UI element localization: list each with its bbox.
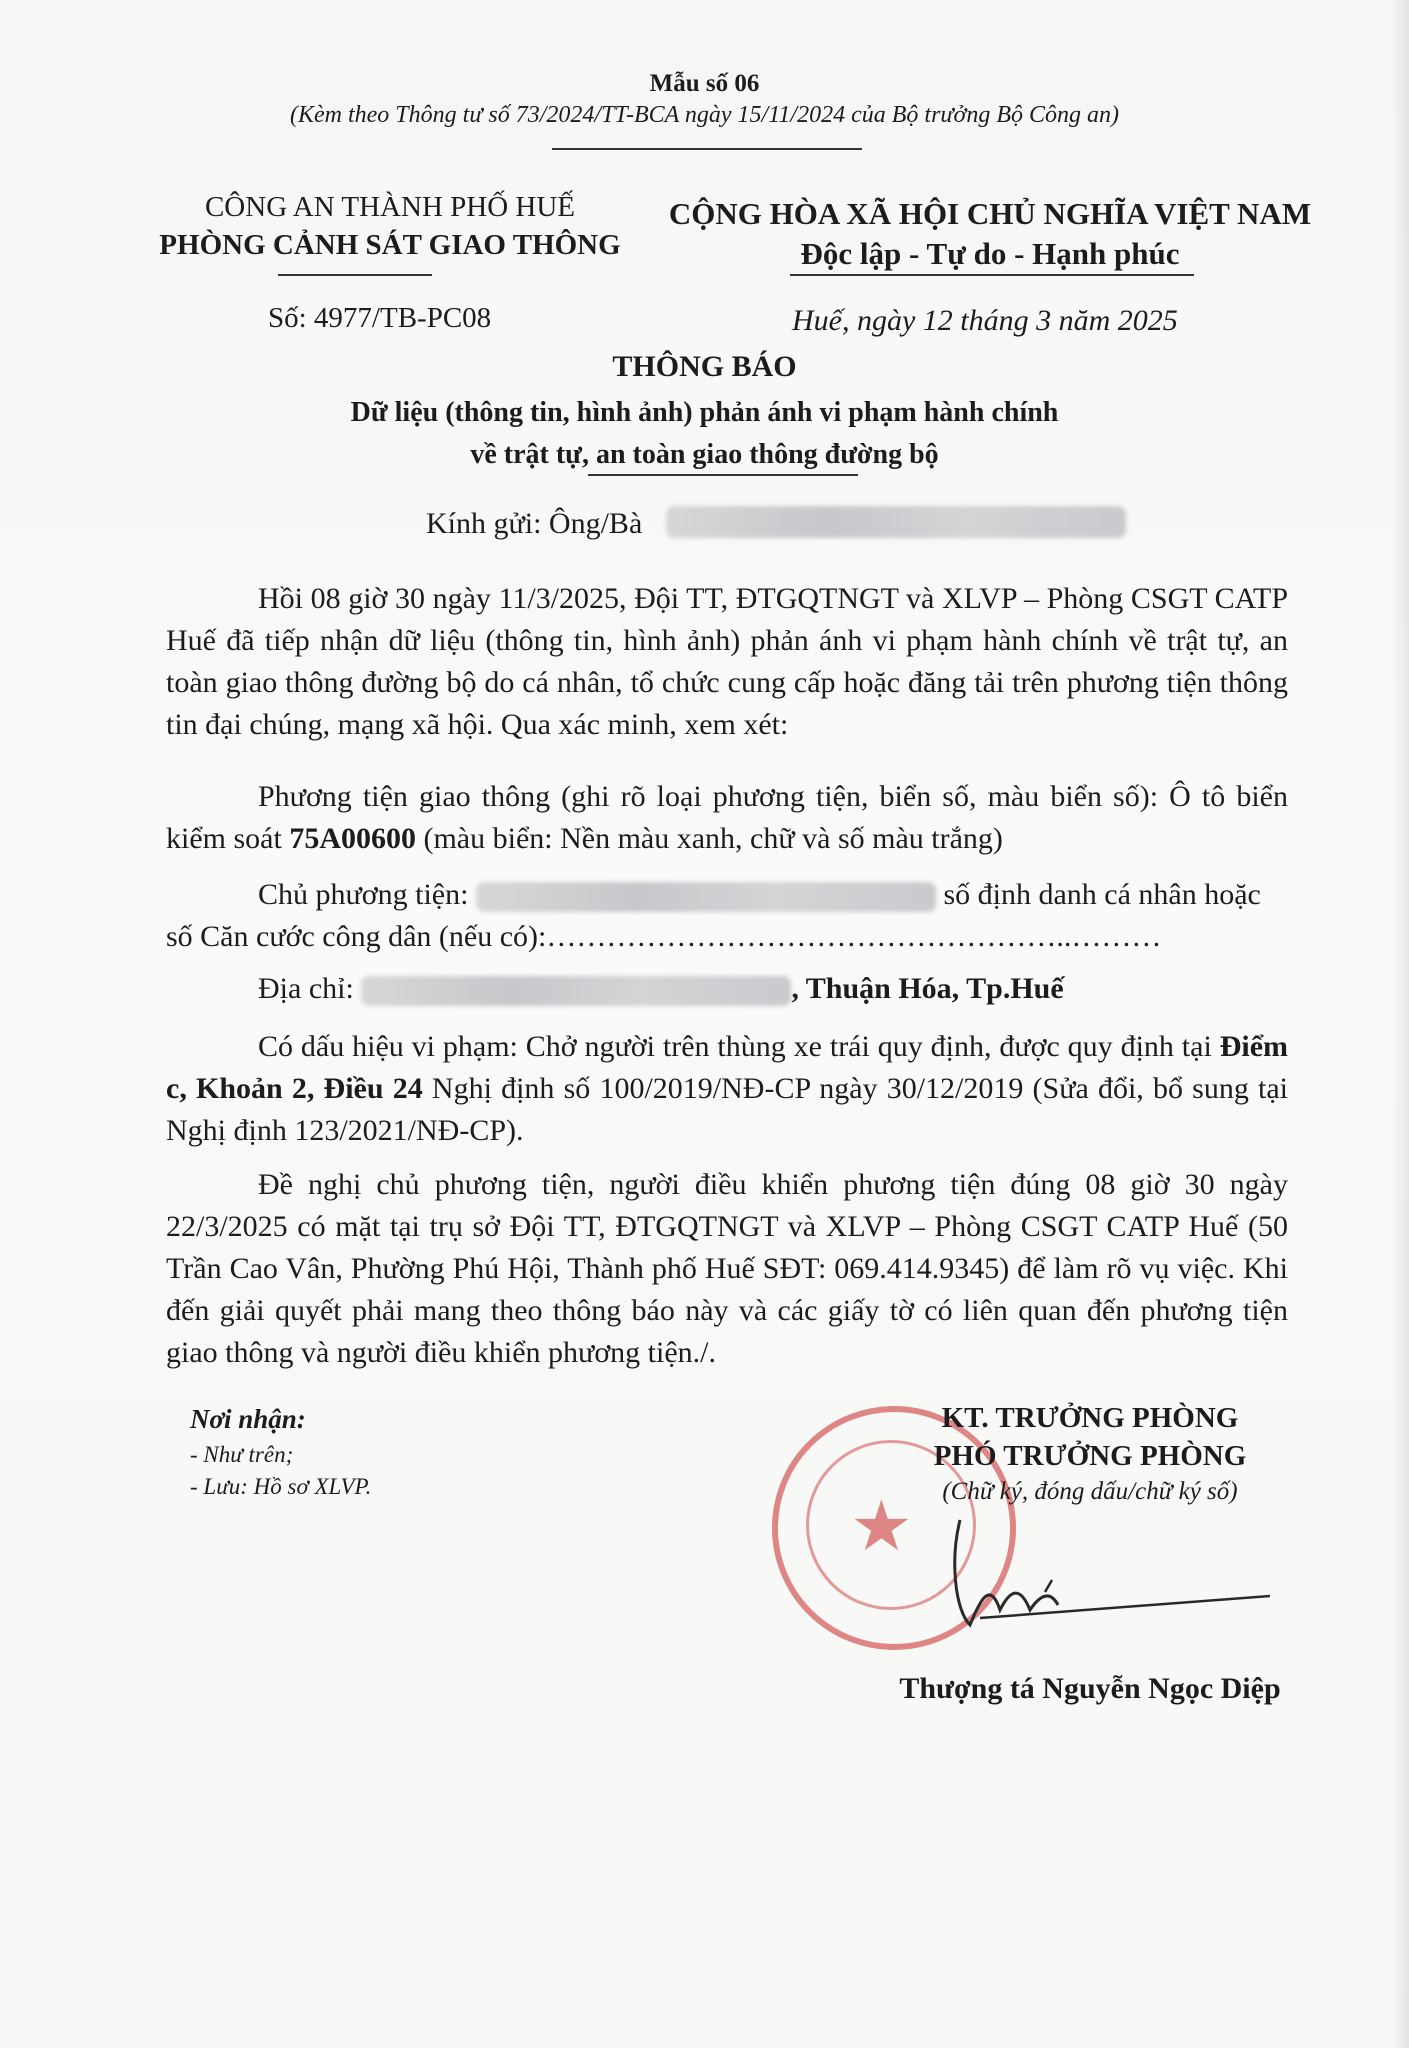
page-edge-shadow (1391, 0, 1409, 2048)
form-note-underline (552, 148, 862, 150)
plate-color-text: (màu biển: Nền màu xanh, chữ và số màu trắng) (415, 822, 1003, 855)
signer-title-2: PHÓ TRƯỞNG PHÒNG (933, 1440, 1247, 1472)
receipt-text: Hồi 08 giờ 30 ngày 11/3/2025, Đội TT, ĐTGQTNGT và XLVP – Phòng CSGT CATP Huế đã tiếp nhận dữ liệu (thông tin, hình ảnh) phản ánh vi phạm hành chính về trật tự, an toàn giao thông đường bộ do cá nhân, tổ chức cung cấp hoặc đăng tải trên phương tiện thông tin đại chúng, mạng xã hội. Qua xác minh, xem xét: (166, 582, 1288, 741)
agency-underline (278, 274, 432, 276)
address-label: Địa chỉ: (258, 972, 354, 1005)
id-label: số định danh cá nhân hoặc (943, 878, 1261, 911)
seal-star-icon: ★ (850, 1485, 913, 1567)
agency-parent: CÔNG AN THÀNH PHỐ HUẾ (204, 191, 576, 223)
signature-note: (Chữ ký, đóng dấu/chữ ký số) (942, 1478, 1238, 1505)
signer-title-1: KT. TRƯỞNG PHÒNG (941, 1402, 1239, 1434)
legal-clause: Điểm c, Khoản 2, Điều 24 (166, 1030, 1288, 1105)
paragraph-address (166, 968, 1288, 1010)
addressee-label: Kính gửi: Ông/Bà (426, 507, 643, 540)
document-subtitle (0, 392, 1409, 476)
redacted-address (361, 976, 791, 1006)
nation-motto: Độc lập - Tự do - Hạnh phúc (800, 236, 1180, 271)
paragraph-receipt (166, 578, 1288, 746)
signer-name: Thượng tá Nguyễn Ngọc Diệp (899, 1672, 1281, 1705)
nation-name: CỘNG HÒA XÃ HỘI CHỦ NGHĨA VIỆT NAM (668, 196, 1312, 231)
paragraph-vehicle (166, 776, 1288, 860)
reference-number: Số: 4977/TB-PC08 (268, 302, 492, 334)
motto-underline (790, 274, 1194, 276)
form-note: (Kèm theo Thông tư số 73/2024/TT-BCA ngày 15/11/2024 của Bộ trưởng Bộ Công an) (290, 102, 1119, 128)
form-number: Mẫu số 06 (649, 70, 760, 97)
violation-text: Có dấu hiệu vi phạm: Chở người trên thùng xe trái quy định, được quy định tại (258, 1030, 1220, 1063)
address-district: , Thuận Hóa, Tp.Huế (791, 972, 1064, 1005)
subtitle-underline (588, 474, 858, 476)
owner-label: Chủ phương tiện: (258, 878, 469, 911)
issuing-agency (120, 188, 660, 264)
recipient-item: - Như trên; (190, 1442, 294, 1467)
license-plate: 75A00600 (289, 822, 416, 855)
request-text: Đề nghị chủ phương tiện, người điều khiển phương tiện đúng 08 giờ 30 ngày 22/3/2025 có mặt tại trụ sở Đội TT, ĐTGQTNGT và XLVP – Phòng CSGT CATP Huế (50 Trần Cao Vân, Phường Phú Hội, Thành phố Huế SĐT: 069.414.9345) để làm rõ vụ việc. Khi đến giải quyết phải mang theo thông báo này và các giấy tờ có liên quan đến phương tiện giao thông và người điều khiển phương tiện./. (166, 1168, 1288, 1369)
recipient-item: - Lưu: Hồ sơ XLVP. (190, 1474, 372, 1499)
subtitle-line-2: về trật tự, an toàn giao thông đường bộ (470, 439, 939, 470)
paragraph-owner (166, 874, 1288, 958)
id-line: số Căn cước công dân (nếu có):……………………………………………..……… (166, 920, 1162, 953)
paragraph-request (166, 1164, 1288, 1374)
recipients-heading: Nơi nhận: (190, 1404, 306, 1434)
redacted-owner (476, 882, 936, 912)
document-title: THÔNG BÁO (612, 350, 797, 383)
handwritten-signature (940, 1500, 1280, 1640)
redacted-addressee (666, 506, 1126, 538)
national-heading (660, 194, 1320, 274)
place-date: Huế, ngày 12 tháng 3 năm 2025 (792, 304, 1178, 337)
paragraph-violation (166, 1026, 1288, 1152)
decree-text: Nghị định số 100/2019/NĐ-CP ngày 30/12/2019 (Sửa đổi, bổ sung tại Nghị định 123/2021/NĐ-CP). (166, 1072, 1288, 1147)
agency-name: PHÒNG CẢNH SÁT GIAO THÔNG (159, 229, 621, 261)
vehicle-text: Phương tiện giao thông (ghi rõ loại phương tiện, biển số, màu biển số): Ô tô biển kiểm soát (166, 780, 1288, 855)
subtitle-line-1: Dữ liệu (thông tin, hình ảnh) phản ánh vi phạm hành chính (350, 397, 1059, 428)
